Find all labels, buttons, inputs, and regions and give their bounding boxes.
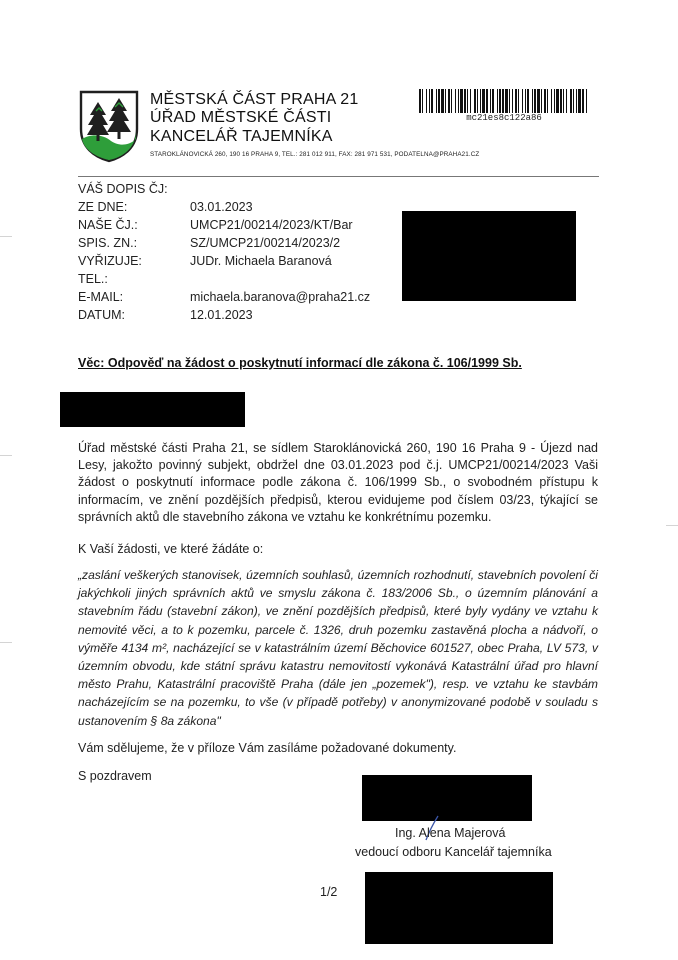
barcode-bar (518, 89, 519, 113)
meta-label-your-letter: VÁŠ DOPIS ČJ: (78, 182, 168, 196)
redacted-signature (362, 775, 532, 821)
barcode-bar (470, 89, 471, 113)
barcode-bar (586, 89, 587, 113)
barcode-bar (560, 89, 562, 113)
barcode-bar (438, 89, 440, 113)
barcode-bar (480, 89, 481, 113)
barcode-bar (455, 89, 456, 113)
barcode-bar (522, 89, 523, 113)
meta-label-date-of: ZE DNE: (78, 200, 128, 214)
signer-name: Ing. Alena Majerová (395, 826, 506, 840)
document-barcode (418, 89, 590, 113)
meta-label-handled-by: VYŘIZUJE: (78, 254, 142, 268)
body-paragraph-response: Vám sdělujeme, že v příloze Vám zasíláme požadované dokumenty. (78, 741, 457, 755)
body-paragraph-request-quote: „zaslání veškerých stanovisek, územních souhlasů, územních rozhodnutí, stavebních povolení či jakýchkoli jiných správních aktů ve smyslu zákona č. 183/2006 Sb., o územním plánování a stavebním řádu (stavební zákon), ve znění pozdějších předpisů, které byly vydány ve vztahu k nemovité věci, a to k pozemku, parcele č. 1326, druh pozemku zastavěná plocha a nádvoří, o výměře 4134 m², nacházející se v katastrálním území Běchovice 601527, obec Praha, LV 573, v územním obvodu, kde státní správu katastru nemovitostí vykonává Katastrální úřad pro hlavní město Prahu, Katastrální pracoviště Praha (dále jen „pozemek"), resp. ve vztahu ke stavbám nacházejícím se na pozemku, to vše (v případě potřeby) v anonymizované podobě v souladu s ustanovením § 8a zákona" (78, 568, 598, 728)
office-address: STAROKLÁNOVICKÁ 260, 190 16 PRAHA 9, TEL.: 281 012 911, FAX: 281 971 531, PODATELNA@PRAHA21.CZ (150, 151, 480, 158)
barcode-bar (490, 89, 491, 113)
barcode-bar (482, 89, 485, 113)
page-number: 1/2 (320, 885, 338, 899)
meta-label-phone: TEL.: (78, 272, 108, 286)
meta-value-email: michaela.baranova@praha21.cz (190, 290, 371, 304)
barcode-bar (431, 89, 433, 113)
meta-value-file-ref: SZ/UMCP21/00214/2023/2 (190, 236, 341, 250)
barcode-bar (429, 89, 430, 113)
barcode-bar (578, 89, 581, 113)
header-divider (78, 176, 599, 177)
body-paragraph-request-lead: K Vaší žádosti, ve které žádáte o: (78, 542, 264, 556)
scan-margin-mark (0, 642, 12, 643)
barcode-bar (499, 89, 501, 113)
barcode-bar (563, 89, 564, 113)
barcode-bar (448, 89, 450, 113)
barcode-bar (547, 89, 548, 113)
meta-value-date-of: 03.01.2023 (190, 200, 253, 214)
barcode-bar (551, 89, 552, 113)
barcode-bar (467, 89, 468, 113)
barcode-bar (451, 89, 452, 113)
meta-value-our-ref: UMCP21/00214/2023/KT/Bar (190, 218, 353, 232)
barcode-bar (474, 89, 476, 113)
barcode-bar (419, 89, 421, 113)
barcode-bar (556, 89, 559, 113)
barcode-bar (527, 89, 529, 113)
barcode-bar (576, 89, 577, 113)
barcode-bar (509, 89, 510, 113)
meta-value-date: 12.01.2023 (190, 308, 253, 322)
redacted-salutation (60, 392, 245, 427)
barcode-bar (544, 89, 546, 113)
scan-margin-mark (0, 455, 12, 456)
barcode-bar (582, 89, 584, 113)
office-name-line-2: ÚŘAD MĚSTSKÉ ČÁSTI (150, 109, 332, 126)
office-name-line-3: KANCELÁŘ TAJEMNÍKA (150, 128, 333, 145)
barcode-bar (458, 89, 459, 113)
barcode-bar (486, 89, 488, 113)
scan-margin-mark (0, 236, 12, 237)
body-paragraph-intro: Úřad městské části Praha 21, se sídlem Staroklánovická 260, 190 16 Praha 9 - Újezd nad Lesy, jakožto povinný subjekt, obdržel dne 03.01.2023 pod č.j. UMCP21/00214/2023 Vaši žádost o poskytnutí informace podle zákona č. 106/1999 Sb., o svobodném přístupu k informacím, ve znění pozdějších předpisů, kterou evidujeme pod číslem 03/23, týkající se správních aktů dle stavebního zákona ve vztahu ke konkrétnímu pozemku. (78, 441, 598, 524)
barcode-bar (422, 89, 423, 113)
barcode-bar (492, 89, 494, 113)
barcode-bar (573, 89, 574, 113)
barcode-number: mc21es8c122a86 (466, 113, 542, 123)
signer-role: vedoucí odboru Kancelář tajemníka (355, 845, 552, 859)
barcode-bar (541, 89, 542, 113)
barcode-bar (426, 89, 427, 113)
barcode-bar (570, 89, 572, 113)
barcode-bar (532, 89, 533, 113)
meta-label-date: DATUM: (78, 308, 125, 322)
barcode-bar (460, 89, 463, 113)
barcode-bar (505, 89, 508, 113)
closing-greeting: S pozdravem (78, 769, 152, 783)
barcode-bar (512, 89, 513, 113)
barcode-bar (554, 89, 555, 113)
redacted-stamp (365, 872, 553, 944)
barcode-bar (477, 89, 478, 113)
letter-subject: Věc: Odpověď na žádost o poskytnutí informací dle zákona č. 106/1999 Sb. (78, 356, 522, 370)
barcode-bar (525, 89, 526, 113)
barcode-bar (502, 89, 504, 113)
barcode-bar (445, 89, 446, 113)
scan-margin-mark (666, 525, 678, 526)
meta-label-our-ref: NAŠE ČJ.: (78, 218, 138, 232)
meta-label-file-ref: SPIS. ZN.: (78, 236, 138, 250)
barcode-bar (464, 89, 466, 113)
barcode-bar (497, 89, 498, 113)
meta-label-email: E-MAIL: (78, 290, 124, 304)
barcode-bar (436, 89, 437, 113)
barcode-bar (566, 89, 567, 113)
barcode-bar (441, 89, 444, 113)
barcode-bar (515, 89, 517, 113)
office-name-line-1: MĚSTSKÁ ČÁST PRAHA 21 (150, 91, 359, 108)
barcode-bar (534, 89, 536, 113)
municipal-coat-of-arms-logo (78, 89, 140, 163)
redacted-recipient-address (402, 211, 576, 301)
meta-value-handled-by: JUDr. Michaela Baranová (190, 254, 332, 268)
barcode-bar (537, 89, 540, 113)
